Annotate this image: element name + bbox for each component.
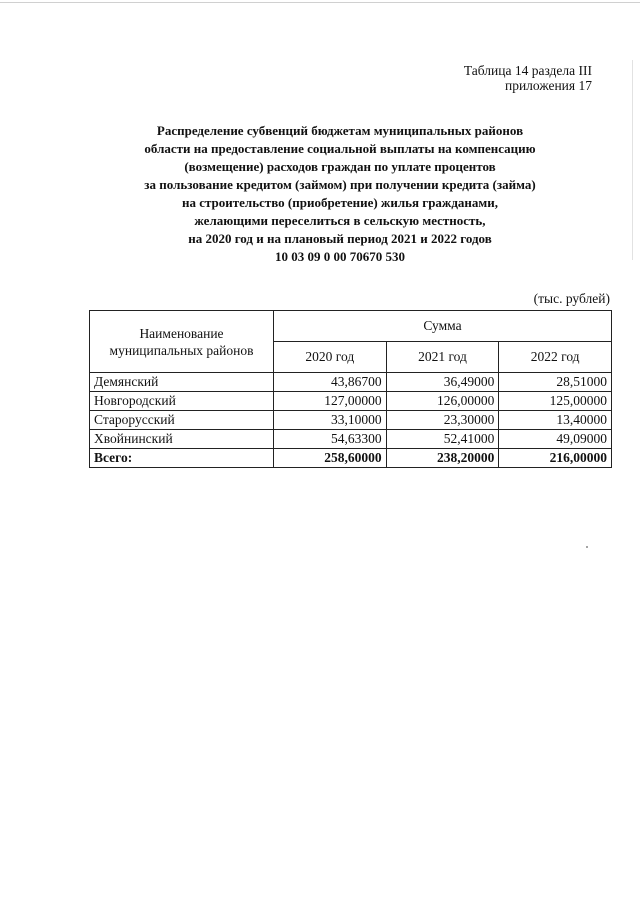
total-label: Всего: bbox=[90, 449, 274, 468]
column-header-name: Наименование муниципальных районов bbox=[90, 311, 274, 373]
table-reference-line-1: Таблица 14 раздела III bbox=[463, 63, 592, 78]
district-name: Старорусский bbox=[90, 411, 274, 430]
value-2021: 52,41000 bbox=[386, 430, 499, 449]
table-row bbox=[90, 411, 612, 430]
value-2021: 23,30000 bbox=[386, 411, 499, 430]
column-header-2021: 2021 год bbox=[386, 342, 499, 373]
table-row bbox=[90, 392, 612, 411]
budget-classification-code: 10 03 09 0 00 70670 530 bbox=[275, 249, 405, 264]
table-reference-line-2: приложения 17 bbox=[504, 78, 592, 93]
total-2020: 258,60000 bbox=[274, 449, 387, 468]
subvention-table bbox=[89, 310, 612, 468]
column-header-2020: 2020 год bbox=[274, 342, 387, 373]
value-2021: 36,49000 bbox=[386, 373, 499, 392]
document-title bbox=[80, 122, 600, 248]
table-header-row bbox=[90, 311, 612, 342]
table-total-row bbox=[90, 449, 612, 468]
scan-dot bbox=[586, 546, 588, 548]
total-2022: 216,00000 bbox=[499, 449, 612, 468]
value-2020: 54,63300 bbox=[274, 430, 387, 449]
table-row bbox=[90, 430, 612, 449]
value-2022: 13,40000 bbox=[499, 411, 612, 430]
title-line: (возмещение) расходов граждан по уплате процентов bbox=[184, 159, 496, 174]
value-2020: 127,00000 bbox=[274, 392, 387, 411]
value-2022: 28,51000 bbox=[499, 373, 612, 392]
title-line: на строительство (приобретение) жилья гражданами, bbox=[181, 195, 499, 210]
title-line: области на предоставление социальной выплаты на компенсацию bbox=[144, 141, 536, 156]
value-2020: 43,86700 bbox=[274, 373, 387, 392]
value-2022: 49,09000 bbox=[499, 430, 612, 449]
scan-artifact-top bbox=[0, 2, 640, 3]
table-reference bbox=[464, 63, 592, 93]
table-row bbox=[90, 373, 612, 392]
column-header-2022: 2022 год bbox=[499, 342, 612, 373]
units-label: (тыс. рублей) bbox=[533, 291, 610, 306]
district-name: Демянский bbox=[90, 373, 274, 392]
title-line: за пользование кредитом (займом) при получении кредита (займа) bbox=[144, 177, 536, 192]
total-2021: 238,20000 bbox=[386, 449, 499, 468]
column-header-sum: Сумма bbox=[274, 311, 612, 342]
scan-artifact-right bbox=[632, 60, 633, 260]
title-line: на 2020 год и на плановый период 2021 и 2022 годов bbox=[188, 231, 492, 246]
title-line: желающими переселиться в сельскую местность, bbox=[194, 213, 486, 228]
district-name: Новгородский bbox=[90, 392, 274, 411]
value-2022: 125,00000 bbox=[499, 392, 612, 411]
title-line: Распределение субвенций бюджетам муниципальных районов bbox=[156, 123, 524, 138]
value-2020: 33,10000 bbox=[274, 411, 387, 430]
district-name: Хвойнинский bbox=[90, 430, 274, 449]
value-2021: 126,00000 bbox=[386, 392, 499, 411]
